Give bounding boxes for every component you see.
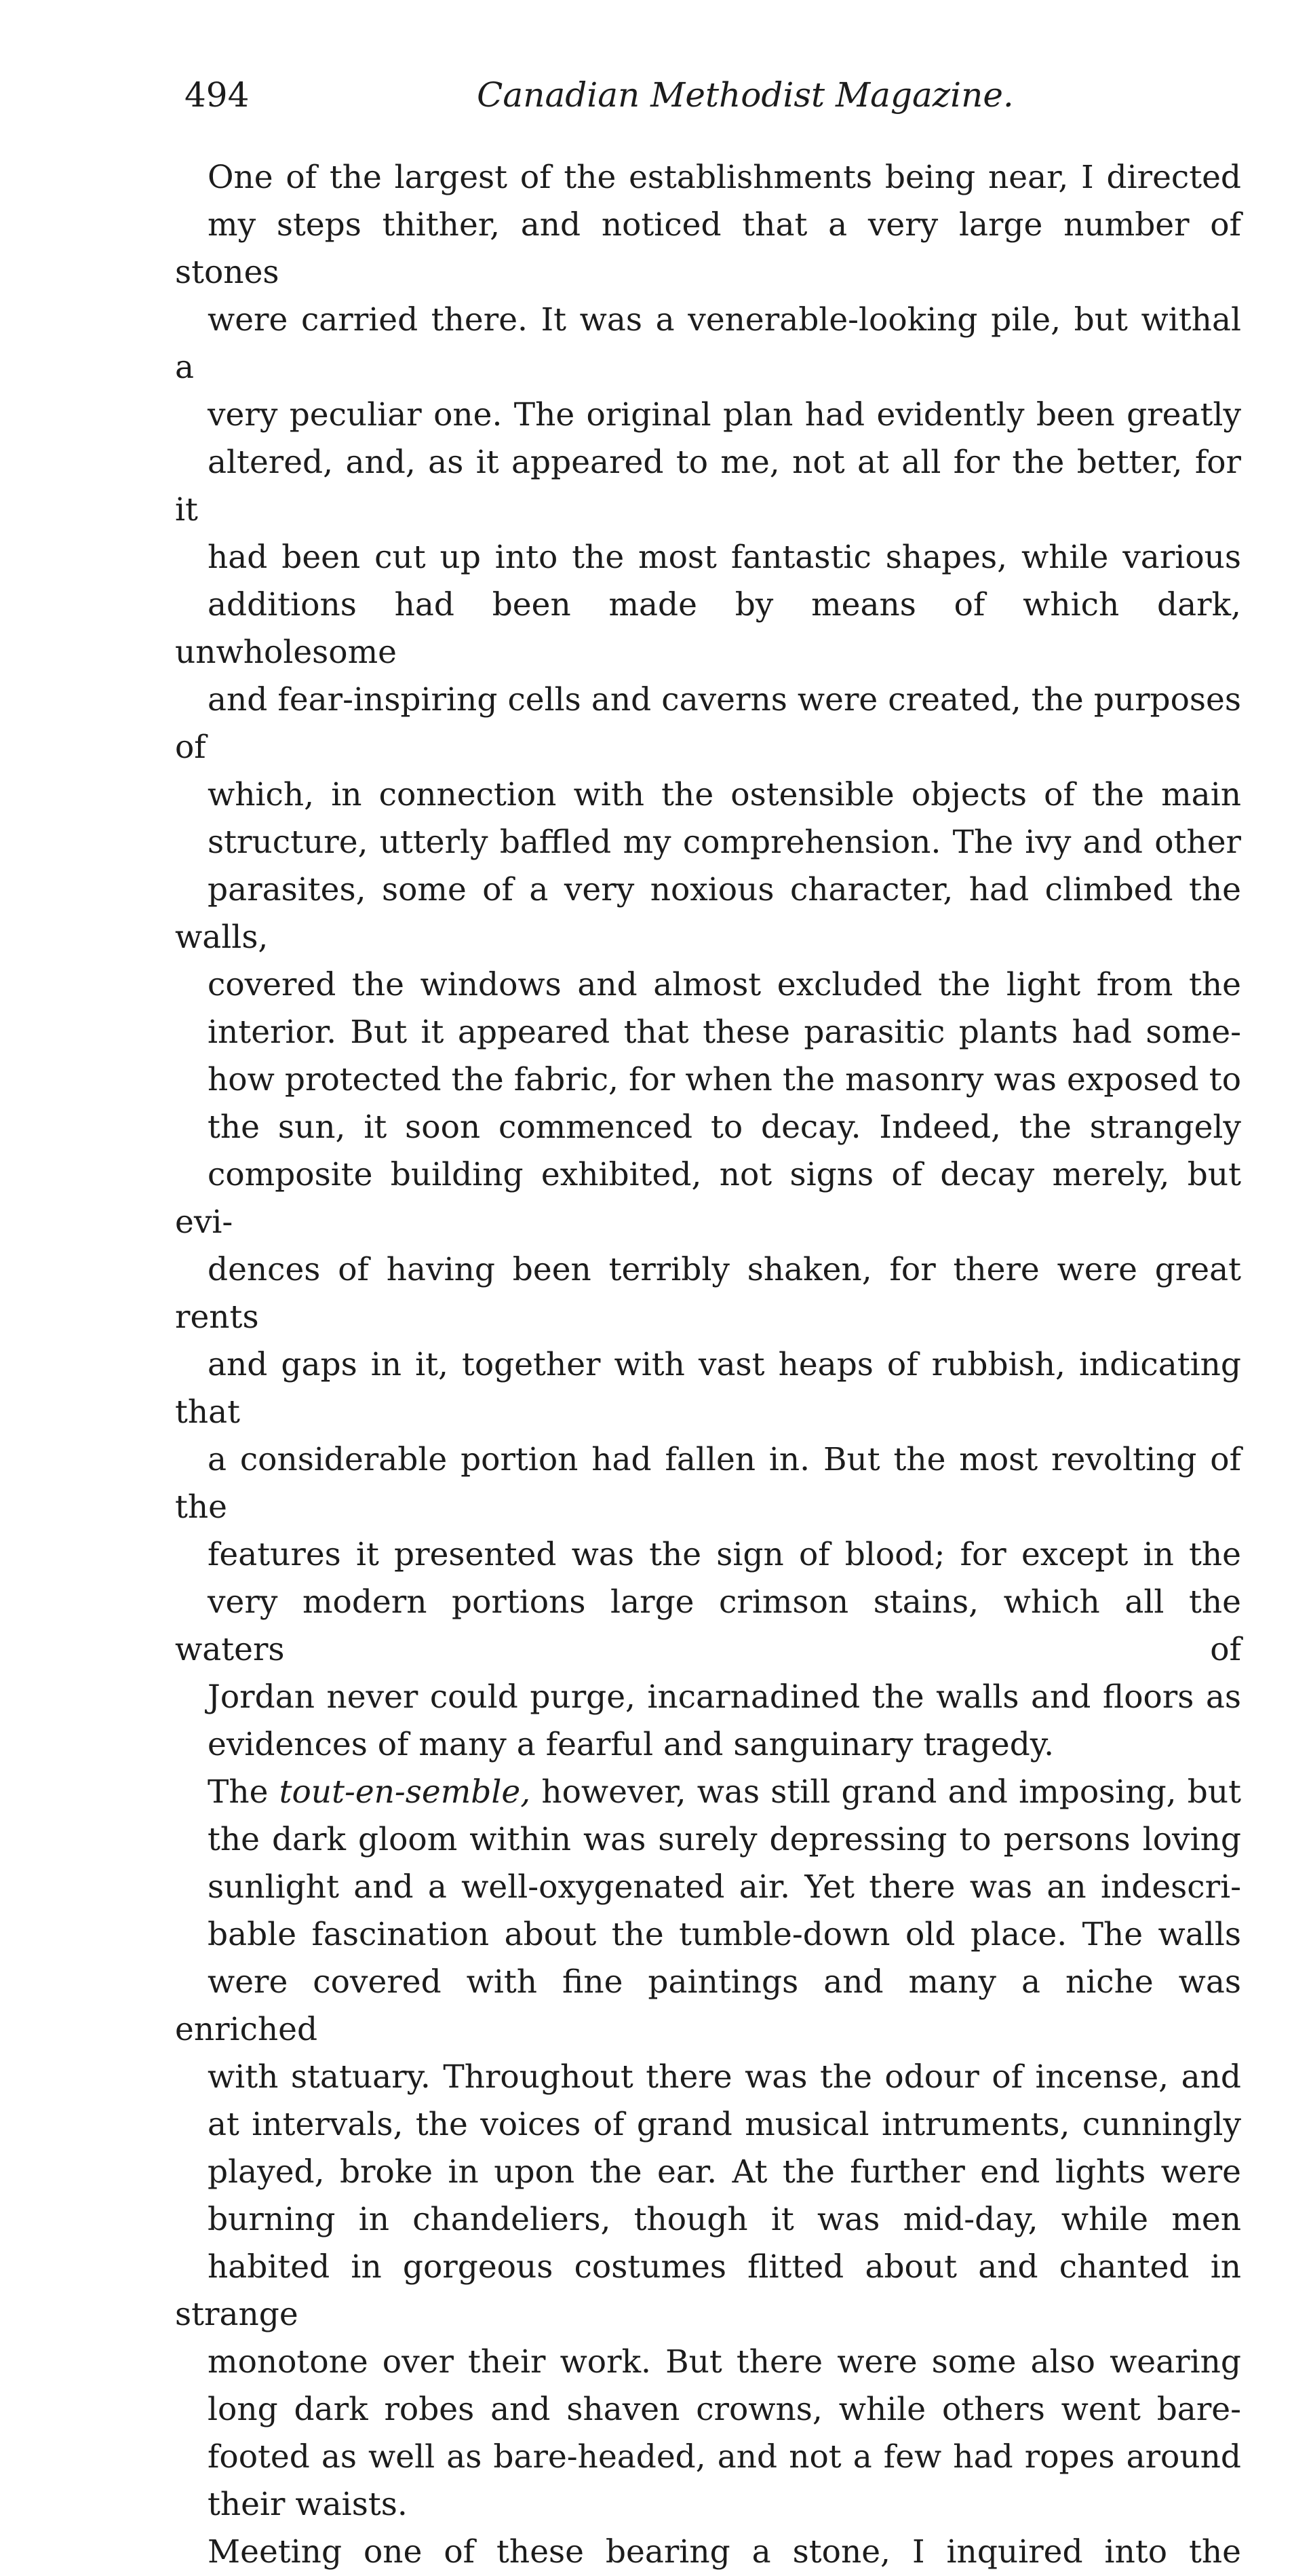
text-line: parasites, some of a very noxious character, had climbed the walls,: [175, 871, 1241, 956]
text-line: burning in chandeliers, though it was mid-day, while men: [208, 2201, 1241, 2238]
paragraph-3: [175, 2529, 1241, 2576]
text-line: Meeting one of these bearing a stone, I inquired into the: [208, 2533, 1241, 2571]
text-line: composite building exhibited, not signs of decay merely, but evi-: [175, 1156, 1241, 1241]
text-line: at intervals, the voices of grand musical intruments, cunningly: [208, 2106, 1241, 2143]
text-line: dences of having been terribly shaken, for there were great rents: [175, 1251, 1241, 1336]
text-line: and fear-inspiring cells and caverns were created, the purposes of: [175, 681, 1241, 766]
text-line: interior. But it appeared that these parasitic plants had some-: [208, 1014, 1241, 1051]
text-line: very modern portions large crimson stains, which all the waters of: [175, 1583, 1241, 1668]
text-line: altered, and, as it appeared to me, not at all for the better, for it: [175, 444, 1241, 528]
text-line: sunlight and a well-oxygenated air. Yet there was an indescri-: [208, 1868, 1241, 1906]
document-page: [175, 64, 1241, 2571]
text-line: habited in gorgeous costumes flitted about and chanted in strange: [175, 2248, 1241, 2333]
text-line: features it presented was the sign of blood; for except in the: [208, 1536, 1241, 1573]
page-number: 494: [184, 75, 250, 115]
text-line: played, broke in upon the ear. At the further end lights were: [208, 2153, 1241, 2191]
text-line: how protected the fabric, for when the masonry was exposed to: [208, 1061, 1241, 1098]
text-line: with statuary. Throughout there was the odour of incense, and: [208, 2058, 1241, 2096]
paragraph-2: [175, 1769, 1241, 2529]
italic-phrase: tout-en-semble,: [279, 1773, 531, 1811]
text-line: evidences of many a fearful and sanguinary tragedy.: [208, 1726, 1055, 1763]
text-line: additions had been made by means of which dark, unwholesome: [175, 586, 1241, 671]
text-line: monotone over their work. But there were some also wearing: [208, 2343, 1241, 2381]
text-line: were covered with fine paintings and many a niche was enriched: [175, 1963, 1241, 2048]
text-line-first: [175, 1769, 1241, 1816]
running-title: Canadian Methodist Magazine.: [477, 75, 1014, 115]
page-header: [175, 64, 1241, 126]
text-line: very peculiar one. The original plan had evidently been greatly: [208, 396, 1241, 434]
paragraph-1: [175, 154, 1241, 1769]
text-line: the sun, it soon commenced to decay. Indeed, the strangely: [208, 1109, 1241, 1146]
text-line: their waists.: [208, 2486, 408, 2523]
body-text: [175, 154, 1241, 2576]
text-line: a considerable portion had fallen in. But the most revolting of the: [175, 1441, 1241, 1526]
text-line: long dark robes and shaven crowns, while others went bare-: [208, 2391, 1241, 2428]
text-line: which, in connection with the ostensible objects of the main: [208, 776, 1241, 813]
text-run: however, was still grand and imposing, but: [530, 1773, 1241, 1811]
text-line: structure, utterly baffled my comprehension. The ivy and other: [208, 824, 1241, 861]
text-line: One of the largest of the establishments being near, I directed: [208, 159, 1241, 196]
text-run: The: [208, 1773, 279, 1811]
text-line: bable fascination about the tumble-down old place. The walls: [208, 1916, 1241, 1953]
text-line: had been cut up into the most fantastic shapes, while various: [208, 539, 1241, 576]
text-line: and gaps in it, together with vast heaps of rubbish, indicating that: [175, 1346, 1241, 1431]
text-line: were carried there. It was a venerable-looking pile, but withal a: [175, 301, 1241, 386]
text-line: covered the windows and almost excluded the light from the: [208, 966, 1241, 1003]
text-line: the dark gloom within was surely depressing to persons loving: [208, 1821, 1241, 1858]
text-line: my steps thither, and noticed that a very large number of stones: [175, 206, 1241, 291]
text-line: Jordan never could purge, incarnadined the walls and floors as: [208, 1678, 1241, 1716]
text-line: footed as well as bare-headed, and not a few had ropes around: [208, 2438, 1241, 2476]
